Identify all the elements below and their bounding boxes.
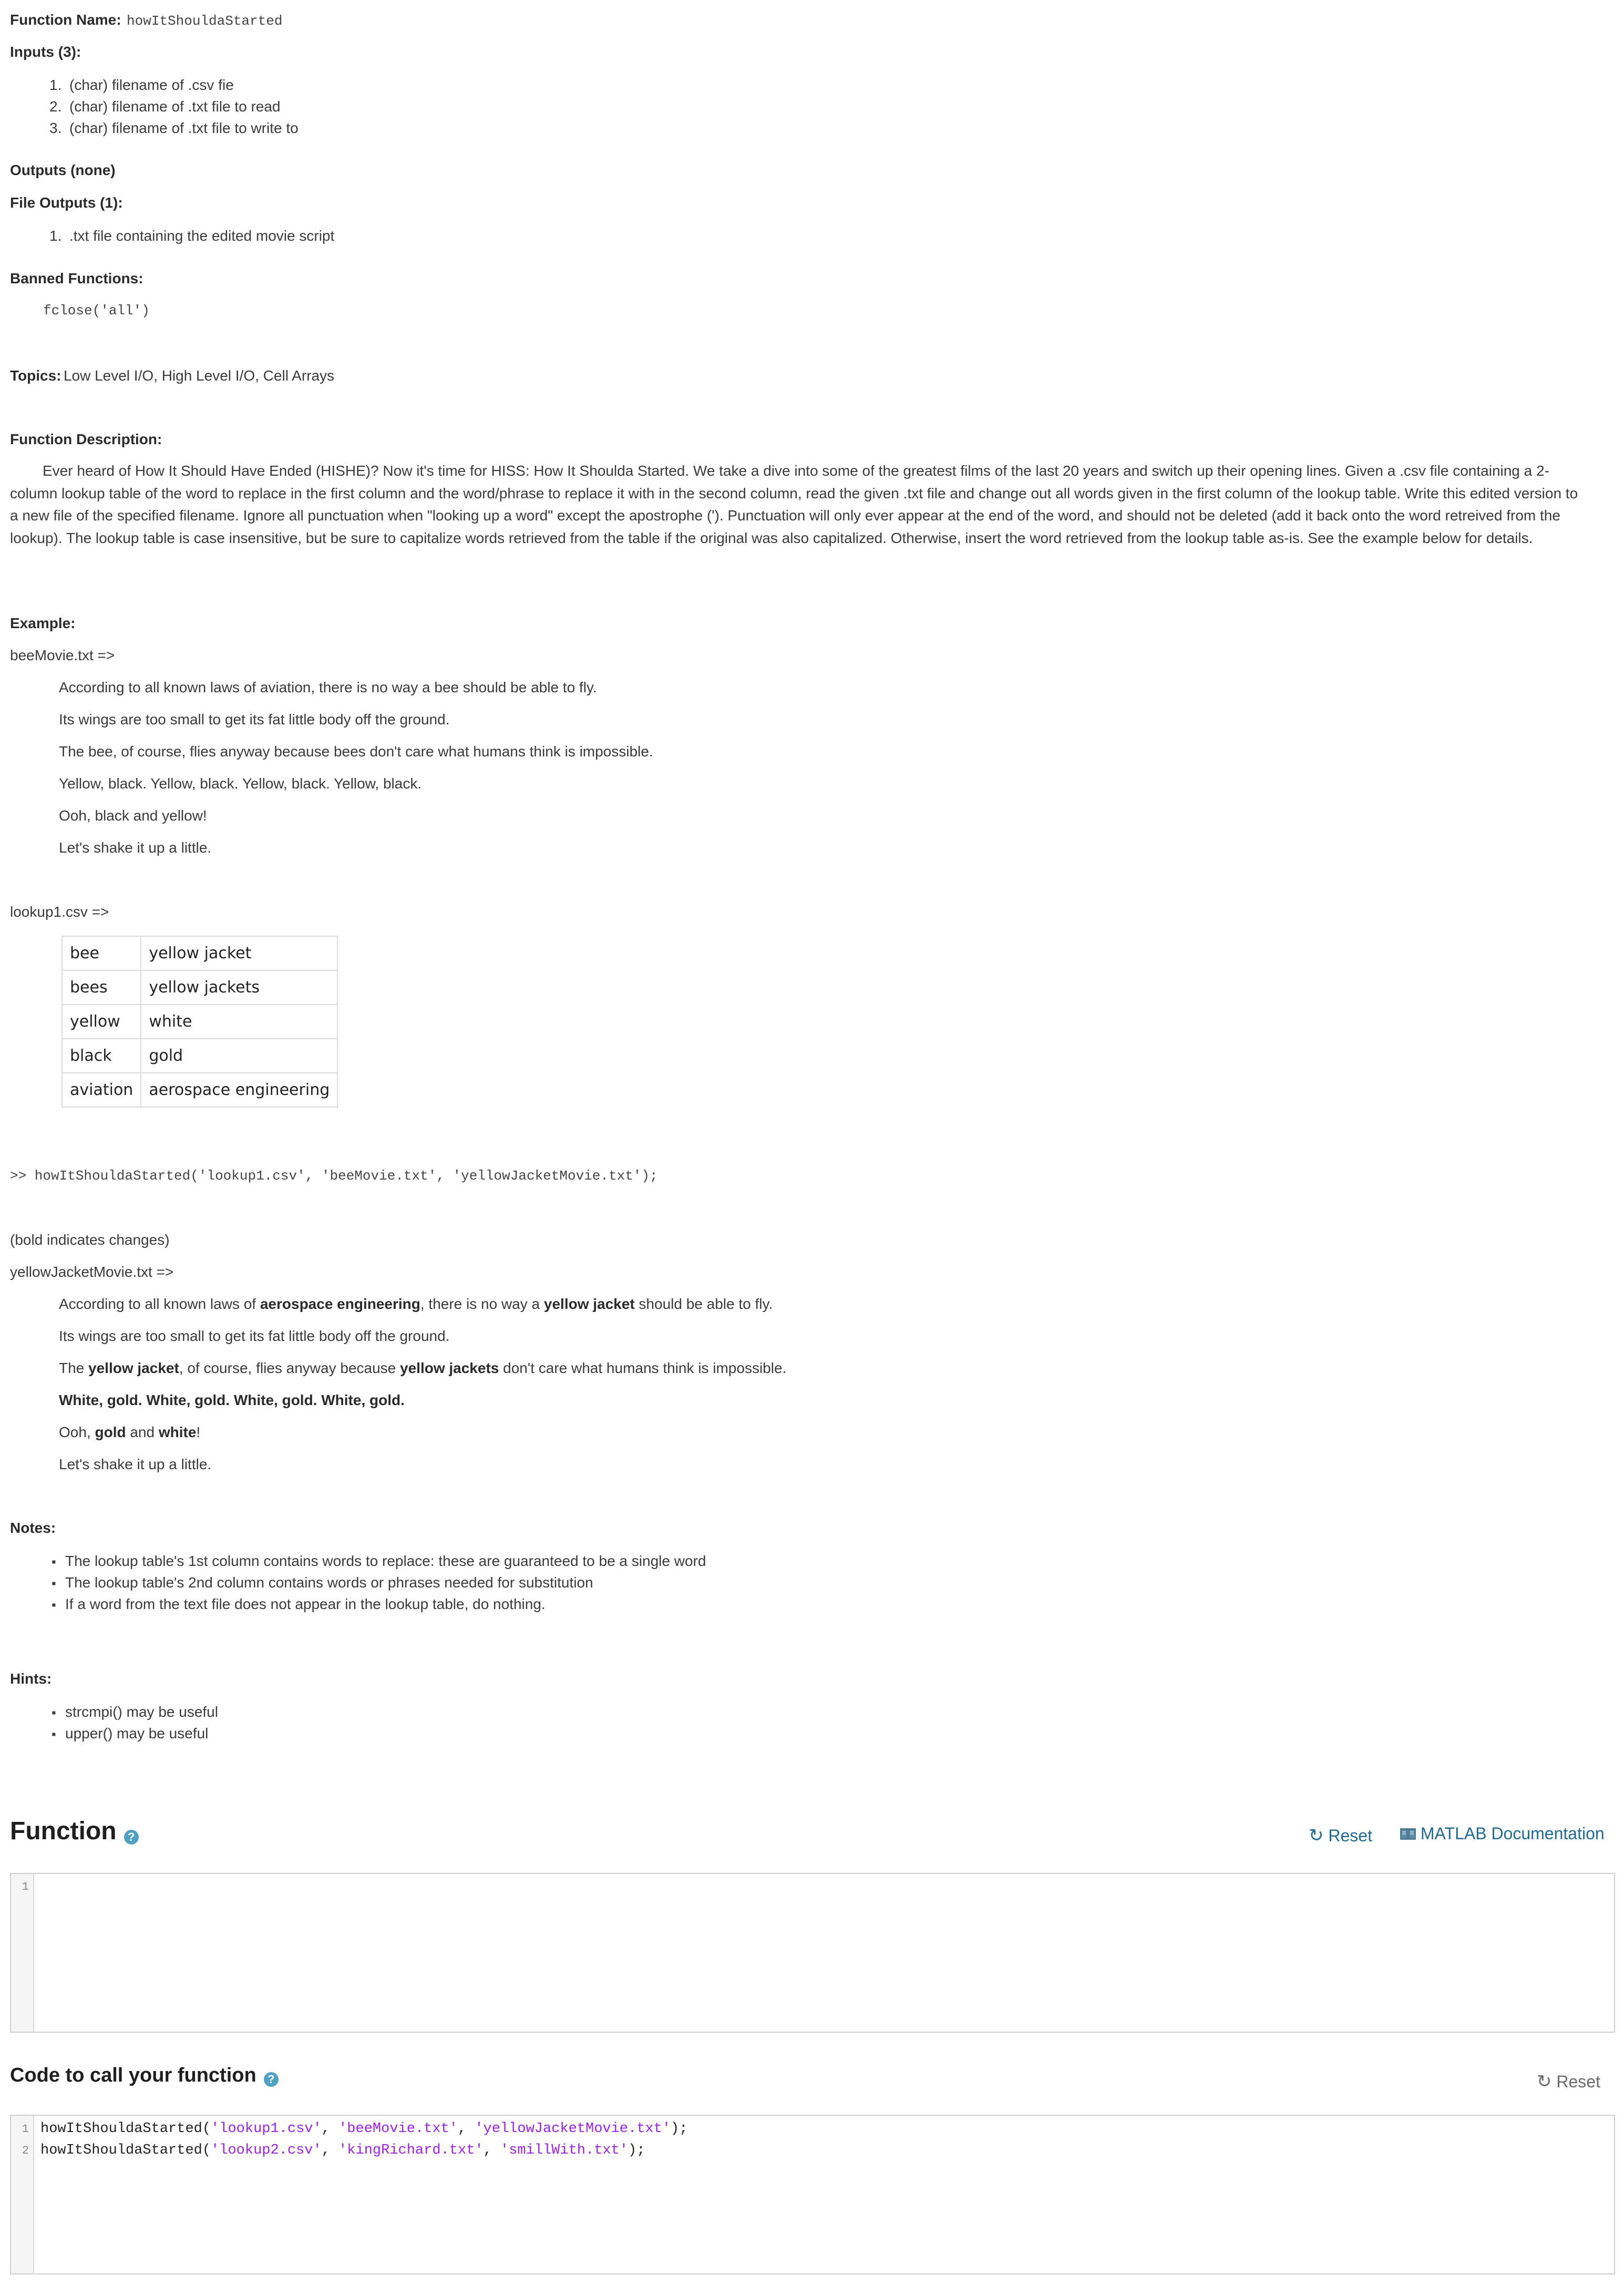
- table-cell: black: [62, 1039, 141, 1073]
- notes-list: [52, 1550, 706, 1615]
- banned-code: fclose('all'): [43, 303, 150, 319]
- list-item: 1. .txt file containing the edited movie script: [49, 228, 335, 244]
- topics-row: [10, 367, 334, 384]
- input-line-5: Ooh, black and yellow!: [59, 807, 207, 824]
- table-cell: yellow jacket: [141, 936, 337, 970]
- output-line-5: Ooh, gold and white!: [59, 1424, 201, 1440]
- input-line-6: Let's shake it up a little.: [59, 839, 212, 856]
- docs-label: MATLAB Documentation: [1420, 1824, 1605, 1843]
- table-row: [62, 1005, 337, 1039]
- call-reset-button[interactable]: [1537, 2071, 1600, 2092]
- code-line[interactable]: howItShouldaStarted('lookup1.csv', 'beeMovie.txt', 'yellowJacketMovie.txt');: [40, 2121, 688, 2137]
- example-label: Example:: [10, 615, 76, 631]
- file-outputs-list: [49, 225, 334, 247]
- description-label: Function Description:: [10, 431, 162, 447]
- input-line-1: According to all known laws of aviation, there is no way a bee should be able to fly.: [59, 679, 597, 695]
- editor-gutter: [11, 2116, 34, 2273]
- refresh-icon: ↻: [1537, 2072, 1552, 2092]
- lookup-file-label: lookup1.csv =>: [10, 904, 109, 920]
- table-cell: bee: [62, 936, 141, 970]
- line-number: 2: [22, 2144, 29, 2157]
- input-line-4: Yellow, black. Yellow, black. Yellow, black. Yellow, black.: [59, 775, 422, 792]
- example-call: >> howItShouldaStarted('lookup1.csv', 'beeMovie.txt', 'yellowJacketMovie.txt');: [10, 1168, 658, 1184]
- file-outputs-label: File Outputs (1):: [10, 194, 123, 211]
- banned-label: Banned Functions:: [10, 270, 143, 286]
- hints-label: Hints:: [10, 1671, 52, 1687]
- function-reset-button[interactable]: [1309, 1825, 1372, 1846]
- output-line-2: Its wings are too small to get its fat little body off the ground.: [59, 1328, 450, 1344]
- lookup-table: [61, 936, 338, 1108]
- line-number: 1: [22, 2123, 29, 2136]
- table-row: [62, 970, 337, 1005]
- refresh-icon: ↻: [1309, 1826, 1324, 1846]
- output-file-label: yellowJacketMovie.txt =>: [10, 1264, 174, 1280]
- reset-label: Reset: [1556, 2072, 1600, 2091]
- matlab-documentation-link[interactable]: [1400, 1824, 1605, 1843]
- function-name-value: howItShouldaStarted: [127, 13, 283, 29]
- table-cell: aviation: [62, 1073, 141, 1107]
- table-row: [62, 936, 337, 970]
- table-row: [62, 1039, 337, 1073]
- code-line[interactable]: howItShouldaStarted('lookup2.csv', 'kingRichard.txt', 'smillWith.txt');: [40, 2143, 645, 2158]
- table-cell: bees: [62, 970, 141, 1005]
- output-line-6: Let's shake it up a little.: [59, 1456, 212, 1472]
- inputs-label: Inputs (3):: [10, 44, 81, 60]
- reset-label: Reset: [1328, 1826, 1372, 1845]
- table-cell: gold: [141, 1039, 337, 1073]
- description-text: Ever heard of How It Should Have Ended (HISHE)? Now it's time for HISS: How It Shoulda Started. We take a dive into some of the greatest films of the last 20 years and switch up their opening lines. Given a .csv file containing a 2-column lookup table of the word to replace in the first column and the word/phrase to replace it with in the second column, read the given .txt file and change out all words given in the first column of the lookup table. Write this edited version to a new file of the specified filename. Ignore all punctuation when "looking up a word" except the apostrophe ('). Punctuation will only ever appear at the end of the word, and should not be deleted (add it back onto the word retreived from the lookup). The lookup table is case insensitive, but be sure to capitalize words retrieved from the table if the original was also capitalized. Otherwise, insert the word retrieved from the lookup table as-is. See the example below for details.: [10, 463, 1578, 546]
- input-line-3: The bee, of course, flies anyway because bees don't care what humans think is impossible.: [59, 743, 653, 760]
- function-heading: [10, 1817, 139, 1846]
- function-name-label: Function Name:: [10, 12, 121, 28]
- output-line-3: The yellow jacket, of course, flies anyway because yellow jackets don't care what humans think is impossible.: [59, 1360, 787, 1376]
- topics-label: Topics:: [10, 367, 61, 384]
- table-cell: white: [141, 1005, 337, 1039]
- list-item: ▪ strcmpi() may be useful: [52, 1701, 218, 1723]
- output-line-4: White, gold. White, gold. White, gold. White, gold.: [59, 1392, 405, 1408]
- outputs-label: Outputs (none): [10, 162, 116, 178]
- inputs-list: [49, 74, 299, 139]
- line-number: 1: [22, 1880, 29, 1893]
- notes-label: Notes:: [10, 1520, 56, 1536]
- input-file-label: beeMovie.txt =>: [10, 647, 115, 663]
- editor-gutter: [11, 1874, 34, 2032]
- hints-list: [52, 1701, 218, 1744]
- input-line-2: Its wings are too small to get its fat little body off the ground.: [59, 711, 450, 727]
- call-title: Code to call your function: [10, 2064, 256, 2086]
- call-editor[interactable]: [10, 2115, 1615, 2274]
- topics-value: Low Level I/O, High Level I/O, Cell Arrays: [63, 367, 335, 384]
- list-item: ▪ The lookup table's 2nd column contains words or phrases needed for substitution: [52, 1572, 706, 1593]
- table-cell: yellow jackets: [141, 970, 337, 1005]
- list-item: ▪ The lookup table's 1st column contains words to replace: these are guaranteed to be a single word: [52, 1550, 706, 1572]
- book-icon: [1400, 1828, 1416, 1840]
- bold-note: (bold indicates changes): [10, 1232, 170, 1248]
- output-line-1: According to all known laws of aerospace engineering, there is no way a yellow jacket should be able to fly.: [59, 1296, 773, 1312]
- help-icon[interactable]: ?: [124, 1830, 139, 1845]
- function-title: Function: [10, 1817, 117, 1845]
- table-row: [62, 1073, 337, 1107]
- call-heading: [10, 2064, 279, 2087]
- list-item: 1. (char) filename of .csv fie: [49, 77, 234, 93]
- function-name-row: [10, 12, 282, 29]
- list-item: ▪ If a word from the text file does not appear in the lookup table, do nothing.: [52, 1593, 706, 1615]
- table-cell: yellow: [62, 1005, 141, 1039]
- list-item: 3. (char) filename of .txt file to write to: [49, 120, 299, 136]
- function-editor[interactable]: [10, 1873, 1615, 2033]
- list-item: ▪ upper() may be useful: [52, 1723, 218, 1744]
- list-item: 2. (char) filename of .txt file to read: [49, 98, 281, 115]
- table-cell: aerospace engineering: [141, 1073, 337, 1107]
- help-icon[interactable]: ?: [264, 2072, 279, 2087]
